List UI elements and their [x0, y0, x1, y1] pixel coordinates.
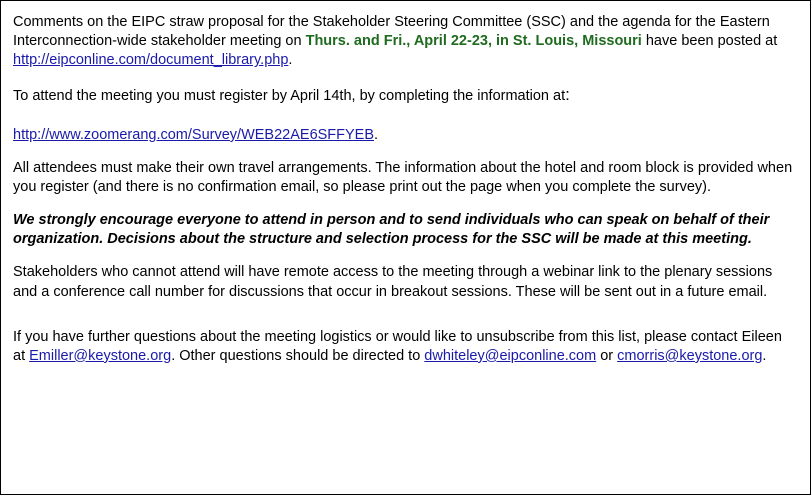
- document-body: [1, 1, 810, 366]
- contact-text-part2: . Other questions should be directed to: [171, 347, 425, 364]
- dwhiteley-email-link[interactable]: dwhiteley@eipconline.com: [424, 347, 597, 364]
- cmorris-email-link[interactable]: cmorris@keystone.org: [617, 347, 763, 364]
- contact-text-part4: .: [762, 347, 767, 364]
- survey-link-period: .: [374, 126, 379, 143]
- paragraph-announcement: [13, 13, 796, 70]
- announcement-text-part1: Comments on the EIPC straw proposal for the Stakeholder Steering Committee (SSC) and the agenda for the Eastern Interconnection-wide stakeholder meeting on: [13, 14, 770, 50]
- announcement-text-part2: have been posted at: [641, 33, 778, 50]
- emiller-email-link[interactable]: Emiller@keystone.org: [29, 347, 172, 364]
- spacer-before-contact: [13, 316, 796, 328]
- contact-text-part3: or: [596, 347, 618, 364]
- meeting-date-location: Thurs. and Fri., April 22-23, in St. Louis, Missouri: [305, 33, 642, 50]
- paragraph-survey-link: [13, 126, 796, 145]
- announcement-text-part3: .: [288, 52, 293, 69]
- contact-text-part1: If you have further questions about the meeting logistics or would like to unsubscribe from this list, please contact Eileen at: [13, 328, 782, 364]
- paragraph-attendance-encouragement: We strongly encourage everyone to attend in person and to send individuals who can speak on behalf of their organization. Decisions about the structure and selection process for the SSC will be made at this meeting.: [13, 212, 770, 248]
- registration-text: To attend the meeting you must register by April 14th, by completing the information at: [13, 88, 566, 105]
- paragraph-contact: [13, 328, 796, 366]
- paragraph-registration: [13, 84, 796, 106]
- paragraph-travel-arrangements: All attendees must make their own travel arrangements. The information about the hotel and room block is provided when you register (and there is no confirmation email, so please print out the page when you complete the survey).: [13, 159, 793, 196]
- document-library-link[interactable]: http://eipconline.com/document_library.php: [13, 52, 289, 69]
- zoomerang-survey-link[interactable]: http://www.zoomerang.com/Survey/WEB22AE6SFFYEB: [13, 126, 375, 143]
- paragraph-remote-access: Stakeholders who cannot attend will have remote access to the meeting through a webinar link to the plenary sessions and a conference call number for discussions that occur in breakout sessions. These will be sent out in a future email.: [13, 264, 773, 300]
- registration-colon: :: [565, 85, 570, 105]
